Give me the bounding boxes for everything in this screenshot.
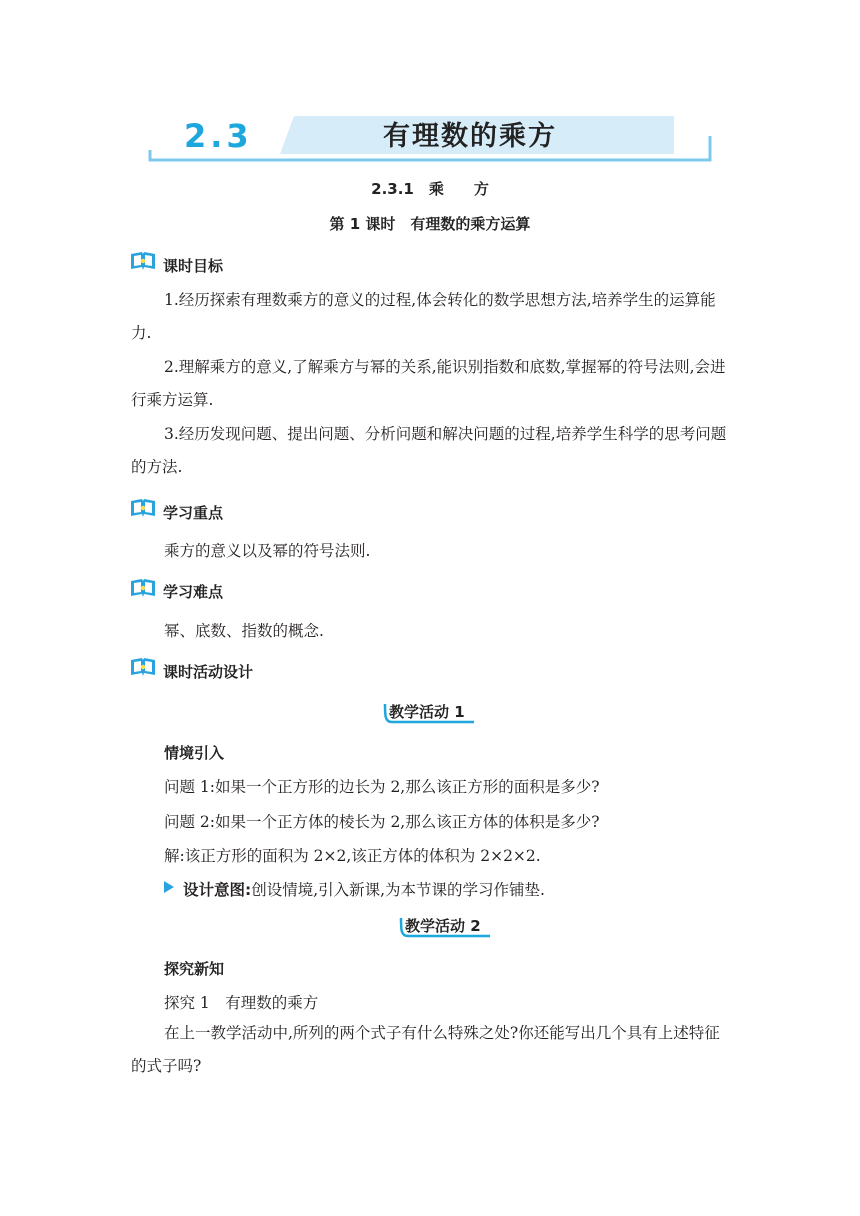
book-icon [130, 578, 156, 598]
design-intent-label: 设计意图: [183, 881, 252, 899]
key-points-label: 学习重点 [163, 504, 224, 522]
objective-item-3: 3.经历发现问题、提出问题、分析问题和解决问题的过程,培养学生科学的思考问题的方法. [131, 425, 727, 476]
objectives-label: 课时目标 [163, 257, 224, 275]
activity1-badge: 教学活动 1 [389, 703, 465, 721]
objective-item-2: 2.理解乘方的意义,了解乘方与幂的关系,能识别指数和底数,掌握幂的符号法则,会进行乘方运算. [131, 358, 726, 409]
activity2-paragraph: 在上一教学活动中,所列的两个式子有什么特殊之处?你还能写出几个具有上述特征的式子吗? [131, 1024, 720, 1075]
key-points-text: 乘方的意义以及幂的符号法则. [164, 542, 371, 560]
book-icon [130, 657, 156, 677]
chapter-title: 有理数的乘方 [383, 121, 557, 152]
design-intent-text: 创设情境,引入新课,为本节课的学习作铺垫. [251, 881, 545, 899]
activity1-question1: 问题 1:如果一个正方形的边长为 2,那么该正方形的面积是多少? [164, 778, 600, 796]
explore-title: 探究 1 有理数的乘方 [164, 994, 319, 1012]
design-intent [183, 878, 545, 900]
activity1-subheading: 情境引入 [164, 744, 225, 762]
section-heading: 2.3.1 乘 方 [371, 180, 489, 198]
objective-item-1: 1.经历探索有理数乘方的意义的过程,体会转化的数学思想方法,培养学生的运算能力. [131, 291, 716, 342]
activity2-badge: 教学活动 2 [405, 917, 481, 935]
chapter-number: 2.3 [184, 117, 253, 155]
activity1-solution: 解:该正方形的面积为 2×2,该正方体的体积为 2×2×2. [164, 847, 541, 865]
activity-design-label: 课时活动设计 [163, 663, 254, 681]
difficulties-label: 学习难点 [163, 583, 224, 601]
book-icon [130, 251, 156, 271]
difficulties-text: 幂、底数、指数的概念. [164, 622, 324, 640]
triangle-bullet-icon [163, 880, 175, 894]
lesson-heading: 第 1 课时 有理数的乘方运算 [329, 215, 531, 233]
activity2-subheading: 探究新知 [164, 960, 225, 978]
book-icon [130, 498, 156, 518]
activity1-question2: 问题 2:如果一个正方体的棱长为 2,那么该正方体的体积是多少? [164, 813, 600, 831]
